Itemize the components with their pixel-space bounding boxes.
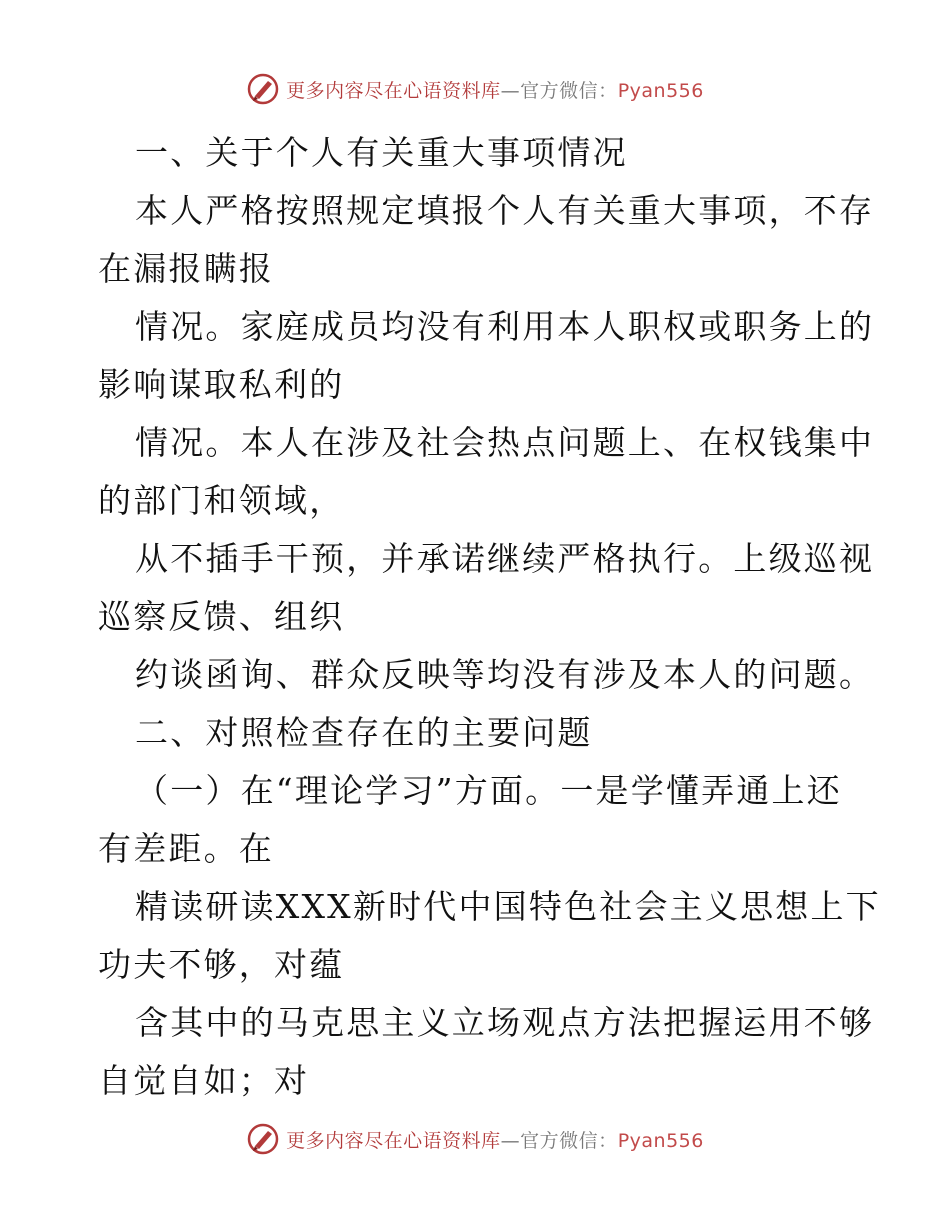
paragraph-line: 功夫不够，对蕴 — [98, 945, 345, 984]
document-body — [98, 124, 881, 1110]
paragraph-line: 约谈函询、群众反映等均没有涉及本人的问题。 — [135, 655, 875, 694]
paragraph-line: 情况。本人在涉及社会热点问题上、在权钱集中 — [135, 423, 875, 462]
watermark-main: 更多内容尽在心语资料库 — [286, 79, 501, 102]
paragraph-line: 巡察反馈、组织 — [98, 597, 345, 636]
paragraph-line: 本人严格按照规定填报个人有关重大事项，不存 — [135, 191, 875, 230]
watermark-separator: — — [500, 1129, 521, 1152]
section-heading-2: 二、对照检查存在的主要问题 — [135, 713, 593, 752]
pen-logo-icon — [246, 1122, 280, 1156]
paragraph-line: 从不插手干预，并承诺继续严格执行。上级巡视 — [135, 539, 875, 578]
paragraph-line: 精读研读XXX新时代中国特色社会主义思想上下 — [135, 887, 881, 926]
watermark-text — [286, 76, 704, 103]
section-heading-1: 一、关于个人有关重大事项情况 — [135, 133, 628, 172]
paragraph-line: 的部门和领域， — [98, 481, 345, 520]
paragraph-line: 影响谋取私利的 — [98, 365, 345, 404]
footer-watermark — [0, 1122, 950, 1156]
paragraph-line: （一）在“理论学习”方面。一是学懂弄通上还 — [135, 771, 842, 810]
watermark-main: 更多内容尽在心语资料库 — [286, 1129, 501, 1152]
watermark-wechat-label: 官方微信： — [520, 1129, 618, 1152]
paragraph-line: 自觉自如；对 — [98, 1061, 310, 1100]
paragraph-line: 情况。家庭成员均没有利用本人职权或职务上的 — [135, 307, 875, 346]
watermark-wechat-id: Pyan556 — [617, 79, 704, 102]
watermark-wechat-label: 官方微信： — [520, 79, 618, 102]
pen-logo-icon — [246, 72, 280, 106]
watermark-text — [286, 1126, 704, 1153]
header-watermark — [0, 72, 950, 106]
paragraph-line: 有差距。在 — [98, 829, 274, 868]
paragraph-line: 含其中的马克思主义立场观点方法把握运用不够 — [135, 1003, 875, 1042]
watermark-wechat-id: Pyan556 — [617, 1129, 704, 1152]
paragraph-line: 在漏报瞒报 — [98, 249, 274, 288]
watermark-separator: — — [500, 79, 521, 102]
